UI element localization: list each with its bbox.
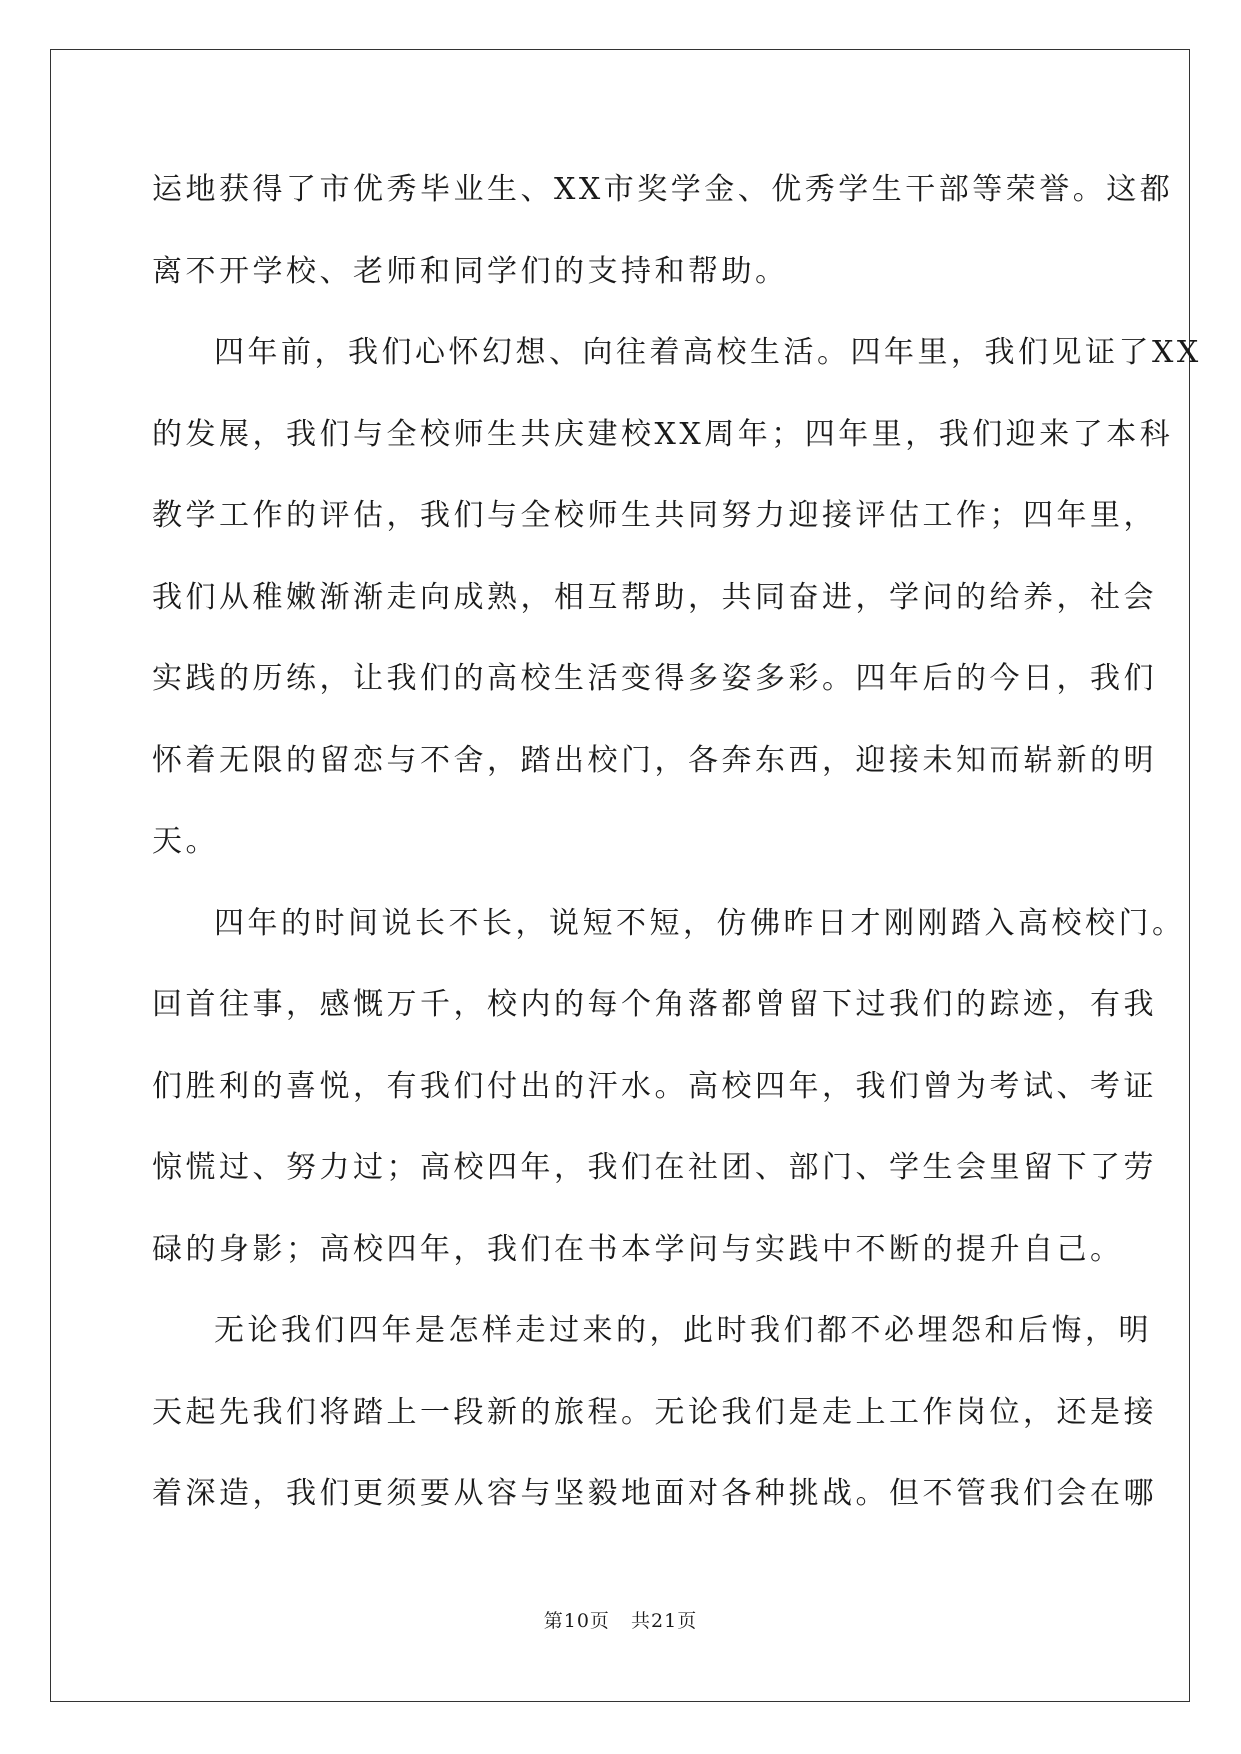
text-line: 运地获得了市优秀毕业生、XX市奖学金、优秀学生干部等荣誉。这都 — [152, 172, 1174, 207]
text-line: 离不开学校、老师和同学们的支持和帮助。 — [152, 253, 789, 289]
text-line: 怀着无限的留恋与不舍，踏出校门，各奔东西，迎接未知而崭新的明 — [152, 742, 1157, 778]
text-line: 天。 — [152, 824, 219, 859]
page-number-footer: 第10页 共21页 — [543, 1610, 698, 1632]
text-line: 惊慌过、努力过；高校四年，我们在社团、部门、学生会里留下了劳 — [152, 1150, 1157, 1185]
text-line: 碌的身影；高校四年，我们在书本学问与实践中不断的提升自己。 — [152, 1231, 1124, 1267]
text-line: 们胜利的喜悦，有我们付出的汗水。高校四年，我们曾为考试、考证 — [152, 1068, 1157, 1104]
text-line: 回首往事，感慨万千，校内的每个角落都曾留下过我们的踪迹，有我 — [152, 987, 1157, 1022]
text-line: 的发展，我们与全校师生共庆建校XX周年；四年里，我们迎来了本科 — [152, 416, 1174, 452]
text-line: 天起先我们将踏上一段新的旅程。无论我们是走上工作岗位，还是接 — [152, 1394, 1157, 1430]
text-line: 四年前，我们心怀幻想、向往着高校生活。四年里，我们见证了XX — [214, 335, 1202, 370]
text-line: 着深造，我们更须要从容与坚毅地面对各种挑战。但不管我们会在哪 — [152, 1476, 1157, 1511]
document-body — [152, 158, 1202, 1544]
text-line: 实践的历练，让我们的高校生活变得多姿多彩。四年后的今日，我们 — [152, 661, 1157, 696]
text-line: 教学工作的评估，我们与全校师生共同努力迎接评估工作；四年里， — [152, 498, 1157, 533]
text-line: 我们从稚嫩渐渐走向成熟，相互帮助，共同奋进，学问的给养，社会 — [152, 579, 1157, 615]
text-line: 四年的时间说长不长，说短不短，仿佛昨日才刚刚踏入高校校门。 — [214, 905, 1186, 941]
text-line: 无论我们四年是怎样走过来的，此时我们都不必埋怨和后悔，明 — [214, 1313, 1152, 1348]
